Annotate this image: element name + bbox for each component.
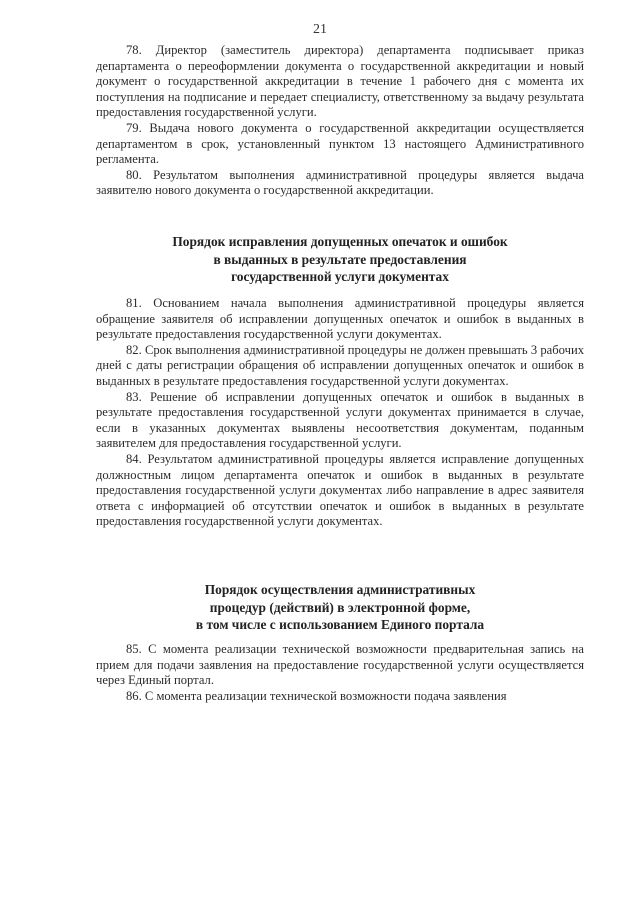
paragraph-86: 86. С момента реализации технической возможности подача заявления [126, 688, 507, 703]
paragraph-78: 78. Директор (заместитель директора) департамента подписывает приказ департамента о переоформлении документа о государственной аккредитации и новый документ о государственной аккредитации в течение 1 рабочего дня с момента их поступления на подписание и передает специалисту, ответственному за выдачу результата предоставления государственной услуги. [96, 43, 584, 120]
section-heading-electronic [96, 581, 584, 634]
heading-line: Порядок осуществления административных [204, 582, 476, 597]
paragraph-84: 84. Результатом административной процедуры является исправление допущенных должностным лицом департамента опечаток и ошибок в выданных в результате предоставления государственной услуги документах либо направление в адрес заявителя ответа с информацией об отсутствии опечаток и ошибок в выданных в результате предоставления государственной услуги документах. [96, 451, 584, 529]
paragraph-83: 83. Решение об исправлении допущенных опечаток и ошибок в выданных в результате предоставления государственной услуги документах принимается в случае, если в указанных документах выявлены несоответствия документам, поданным заявителем для предоставления государственной услуги. [96, 389, 584, 451]
paragraph-80: 80. Результатом выполнения административной процедуры является выдача заявителю нового документа о государственной аккредитации. [96, 167, 584, 198]
section-electronic [96, 642, 584, 704]
paragraph-82: 82. Срок выполнения административной процедуры не должен превышать 3 рабочих дней с даты регистрации обращения об исправлении допущенных опечаток и ошибок в выданных в результате предоставления государственной услуги документах. [96, 342, 584, 388]
section-heading-corrections [96, 233, 584, 286]
page-number: 21 [313, 22, 327, 37]
heading-line: в том числе с использованием Единого портала [195, 617, 485, 632]
heading-line: Порядок исправления допущенных опечаток и ошибок [172, 234, 508, 249]
heading-line: государственной услуги документах [231, 269, 449, 284]
paragraph-79: 79. Выдача нового документа о государственной аккредитации осуществляется департаментом в срок, установленный пунктом 13 настоящего Административного регламента. [96, 120, 584, 167]
paragraph-81: 81. Основанием начала выполнения административной процедуры является обращение заявителя об исправлении допущенных опечаток и ошибок в выданных в результате предоставления государственной услуги документах. [96, 296, 584, 342]
paragraph-85: 85. С момента реализации технической возможности предварительная запись на прием для подачи заявления на предоставление государственной услуги осуществляется через Единый портал. [96, 642, 584, 688]
section-corrections [96, 296, 584, 530]
heading-line: в выданных в результате предоставления [213, 251, 467, 267]
section-reissue-results [96, 43, 584, 199]
heading-line: процедур (действий) в электронной форме, [209, 599, 471, 615]
